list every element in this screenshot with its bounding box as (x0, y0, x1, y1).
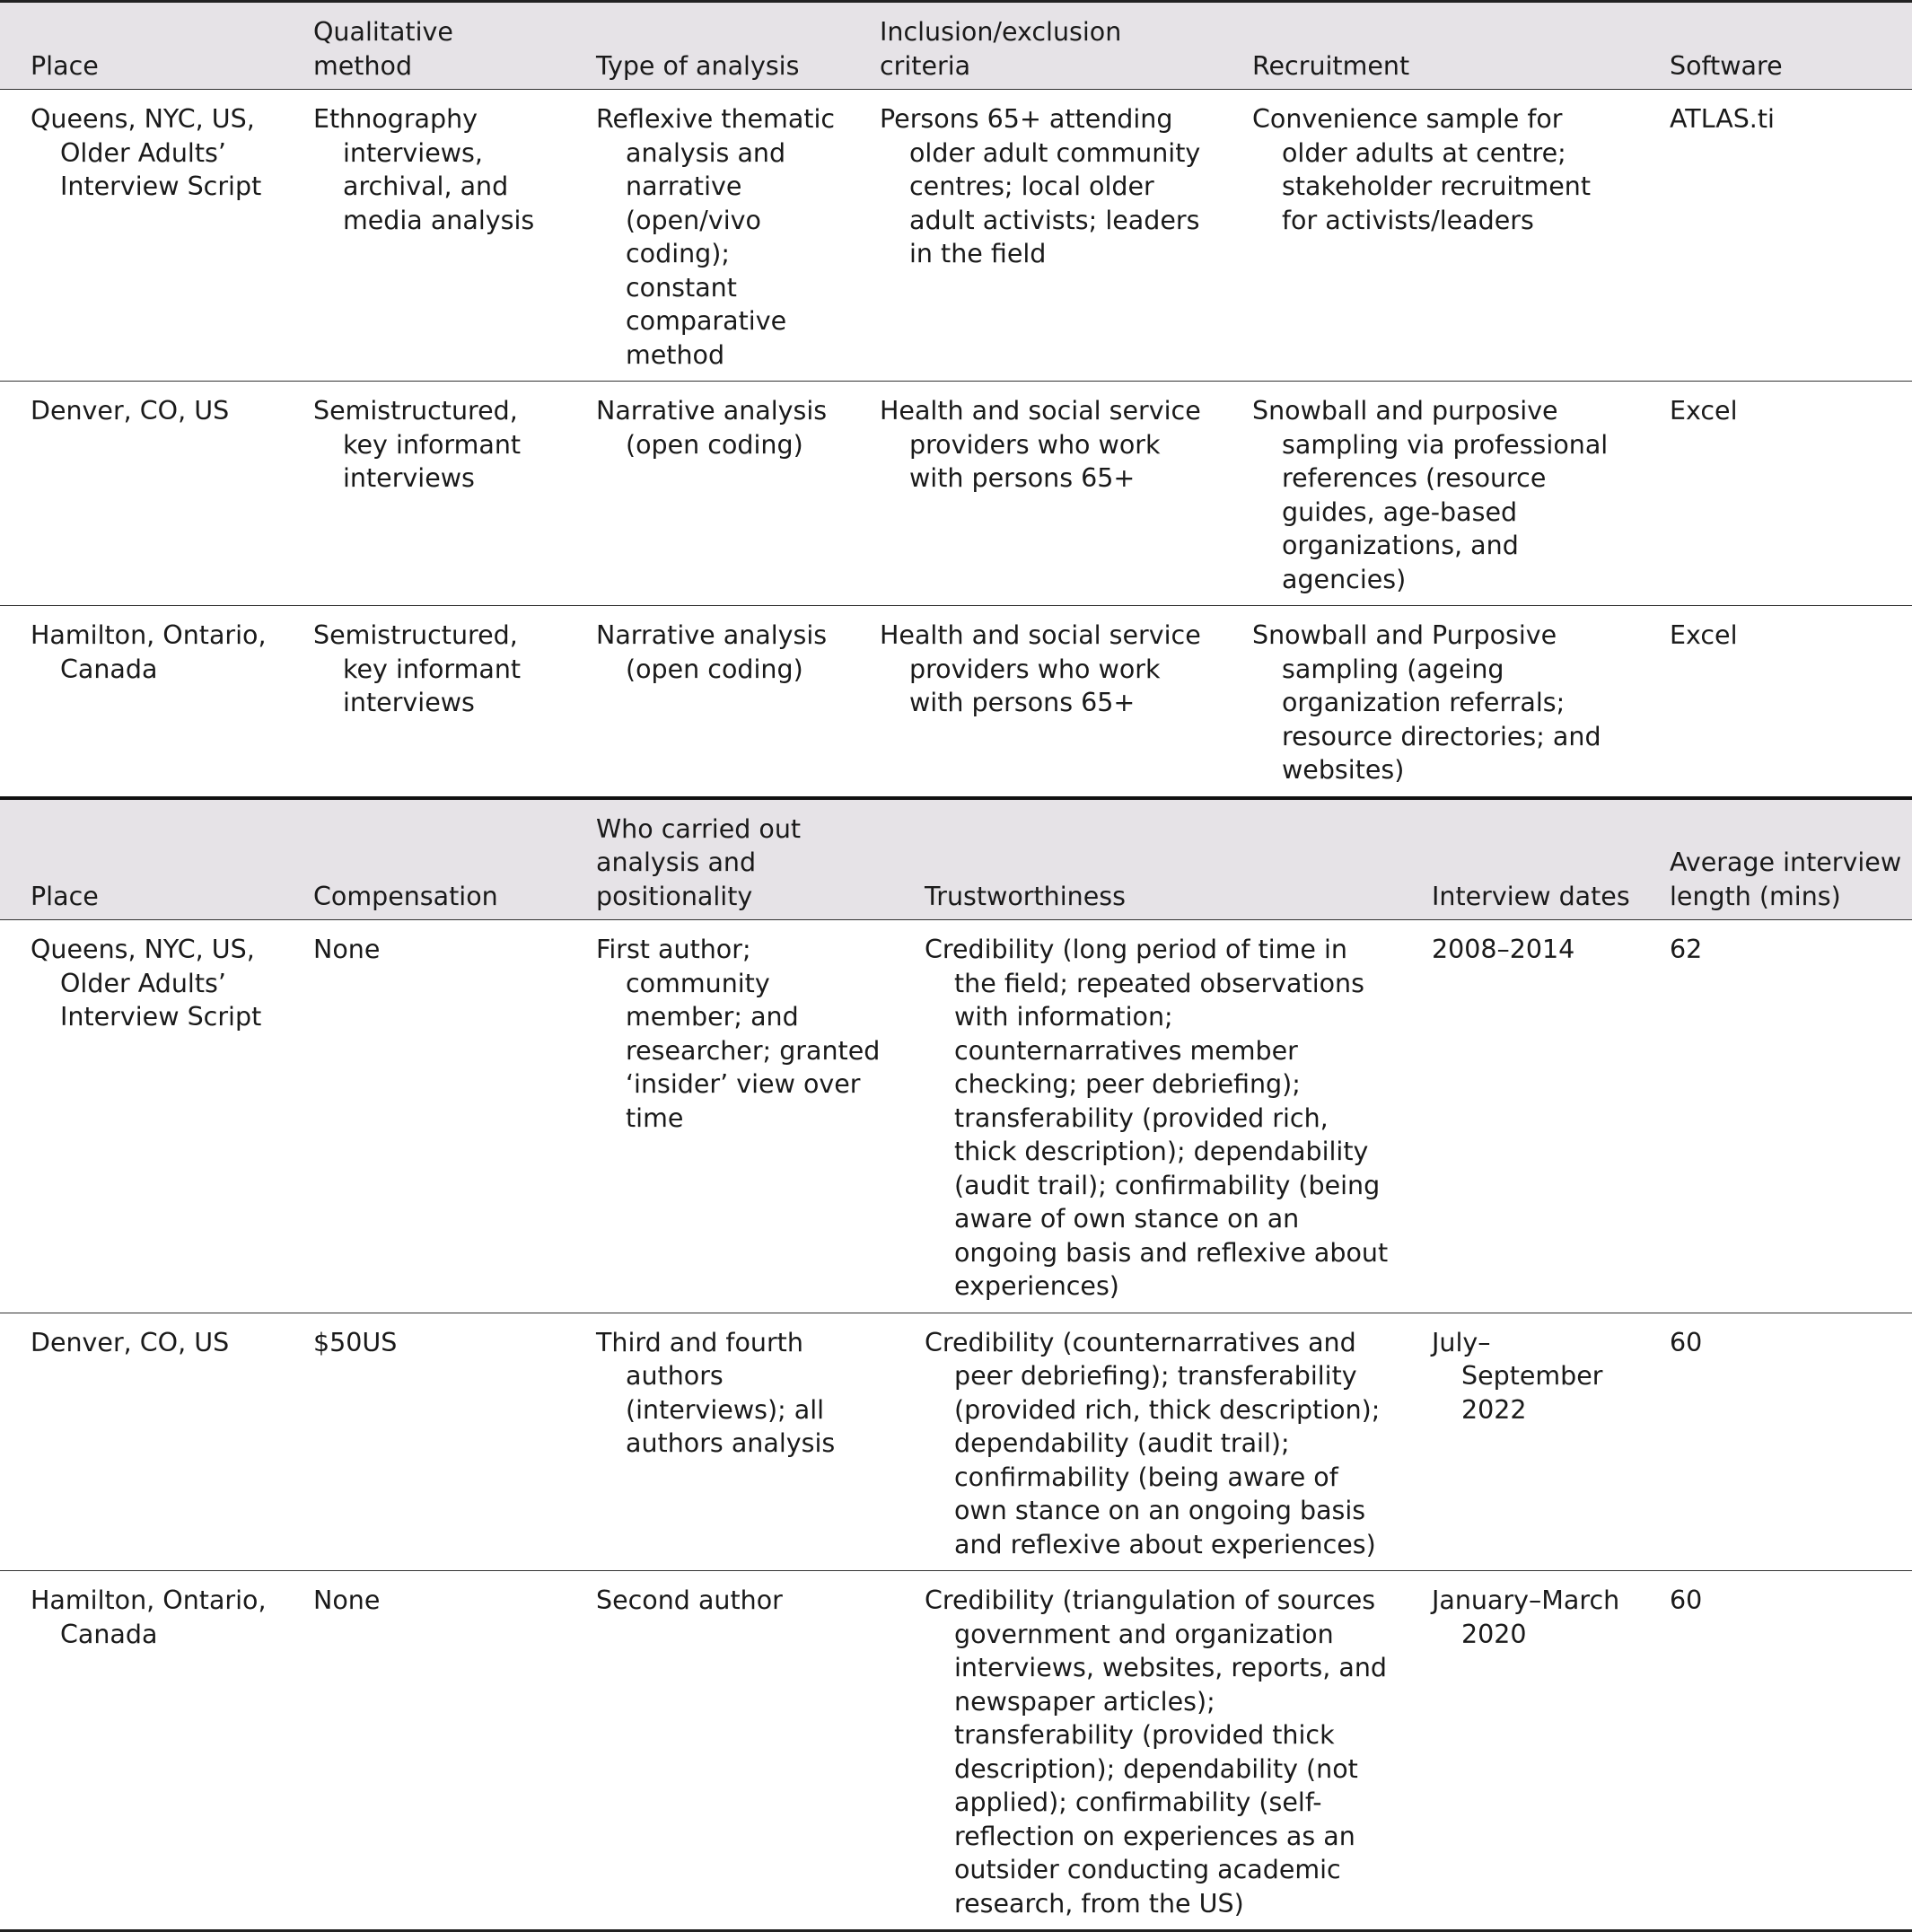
analysis-table (0, 796, 1912, 1932)
cell-text: July–September 2022 (1432, 1326, 1632, 1427)
cell-text: Second author (596, 1584, 887, 1618)
cell-text: Health and social service providers who work with persons 65+ (880, 619, 1215, 720)
cell-text: Semistructured, key informant interviews (313, 394, 558, 496)
table-cell (0, 1571, 283, 1931)
cell-text: Queens, NYC, US, Older Adults’ Interview Script (31, 102, 276, 204)
table-cell (0, 920, 283, 1313)
table-cell (566, 920, 894, 1313)
header-row (0, 798, 1912, 920)
table-cell (1639, 90, 1912, 382)
cell-text: None (313, 1584, 558, 1618)
table-cell (849, 90, 1222, 382)
cell-text: Convenience sample for older adults at centre; stakeholder recruitment for activists/leaders (1252, 102, 1632, 237)
table-cell (566, 1313, 894, 1571)
table-cell (0, 382, 283, 606)
cell-text: Ethnography interviews, archival, and media analysis (313, 102, 558, 237)
table-cell (283, 1571, 566, 1931)
cell-text: 60 (1670, 1326, 1905, 1360)
cell-text: Denver, CO, US (31, 1326, 276, 1360)
table-cell (849, 606, 1222, 796)
table-cell (283, 382, 566, 606)
table-cell (0, 90, 283, 382)
cell-text: Hamilton, Ontario, Canada (31, 1584, 276, 1651)
table-cell (283, 606, 566, 796)
cell-text: Semistructured, key informant interviews (313, 619, 558, 720)
table-cell (894, 1571, 1401, 1931)
header-cell: Software (1639, 2, 1912, 90)
table-cell (1639, 382, 1912, 606)
table-row (0, 90, 1912, 382)
table-cell (283, 90, 566, 382)
cell-text: Excel (1670, 394, 1905, 428)
cell-text: Queens, NYC, US, Older Adults’ Interview Script (31, 933, 276, 1034)
cell-text: Health and social service providers who work with persons 65+ (880, 394, 1215, 496)
cell-text: 62 (1670, 933, 1905, 967)
cell-text: 60 (1670, 1584, 1905, 1618)
cell-text: Persons 65+ attending older adult community centres; local older adult activists; leaders in the field (880, 102, 1215, 271)
cell-text: Hamilton, Ontario, Canada (31, 619, 276, 686)
table-cell (1639, 1313, 1912, 1571)
cell-text: Snowball and purposive sampling via professional references (resource guides, age-based organizations, and agencies) (1252, 394, 1632, 596)
header-cell: Interview dates (1401, 798, 1639, 920)
table-cell (894, 920, 1401, 1313)
cell-text: Narrative analysis (open coding) (596, 619, 842, 686)
table-cell (283, 920, 566, 1313)
methods-table (0, 0, 1912, 796)
table-cell (894, 1313, 1401, 1571)
header-row (0, 2, 1912, 90)
table-row (0, 382, 1912, 606)
header-cell: Recruitment (1222, 2, 1639, 90)
header-cell: Average interview length (mins) (1639, 798, 1912, 920)
cell-text: ATLAS.ti (1670, 102, 1905, 136)
table-cell (1639, 606, 1912, 796)
header-cell: Who carried out analysis and positionality (566, 798, 894, 920)
cell-text: Third and fourth authors (interviews); all authors analysis (596, 1326, 887, 1461)
cell-text: Denver, CO, US (31, 394, 276, 428)
table-cell (1639, 920, 1912, 1313)
cell-text: Credibility (long period of time in the field; repeated observations with information; counternarratives member checking; peer debriefing); transferability (provided rich, thick description); dependability (audit trail); confirmability (being aware of own stance on an ongoing basis and reflexive about experiences) (925, 933, 1394, 1304)
table-cell (0, 1313, 283, 1571)
table-cell (1401, 1571, 1639, 1931)
cell-text: 2008–2014 (1432, 933, 1632, 967)
cell-text: Narrative analysis (open coding) (596, 394, 842, 461)
header-cell: Place (0, 798, 283, 920)
table-cell (849, 382, 1222, 606)
table-cell (1401, 1313, 1639, 1571)
cell-text: Credibility (triangulation of sources government and organization interviews, websites, reports, and newspaper articles); transferability (provided thick description); dependability (not applied); confirmability (self-reflection on experiences as an outsider conducting academic research, from the US) (925, 1584, 1394, 1920)
table-cell (283, 1313, 566, 1571)
table-cell (0, 606, 283, 796)
header-cell: Qualitative method (283, 2, 566, 90)
cell-text: Snowball and Purposive sampling (ageing organization referrals; resource directories; and websites) (1252, 619, 1632, 787)
table-row (0, 1313, 1912, 1571)
cell-text: $50US (313, 1326, 558, 1360)
table-row (0, 1571, 1912, 1931)
table-cell (1222, 90, 1639, 382)
header-cell: Trustworthiness (894, 798, 1401, 920)
header-cell: Place (0, 2, 283, 90)
table-cell (1222, 382, 1639, 606)
table-cell (1639, 1571, 1912, 1931)
cell-text: Reflexive thematic analysis and narrative (open/vivo coding); constant comparative method (596, 102, 842, 372)
table-cell (566, 1571, 894, 1931)
header-cell: Compensation (283, 798, 566, 920)
table-cell (1401, 920, 1639, 1313)
header-cell: Type of analysis (566, 2, 849, 90)
header-cell: Inclusion/exclusion criteria (849, 2, 1222, 90)
cell-text: January–March 2020 (1432, 1584, 1632, 1651)
cell-text: Excel (1670, 619, 1905, 653)
table-cell (566, 90, 849, 382)
table-cell (566, 382, 849, 606)
table-row (0, 920, 1912, 1313)
cell-text: None (313, 933, 558, 967)
table-cell (1222, 606, 1639, 796)
table-cell (566, 606, 849, 796)
table-row (0, 606, 1912, 796)
cell-text: First author; community member; and researcher; granted ‘insider’ view over time (596, 933, 887, 1135)
cell-text: Credibility (counternarratives and peer debriefing); transferability (provided rich, thick description); dependability (audit trail); confirmability (being aware of own stance on an ongoing basis and reflexive about experiences) (925, 1326, 1394, 1562)
